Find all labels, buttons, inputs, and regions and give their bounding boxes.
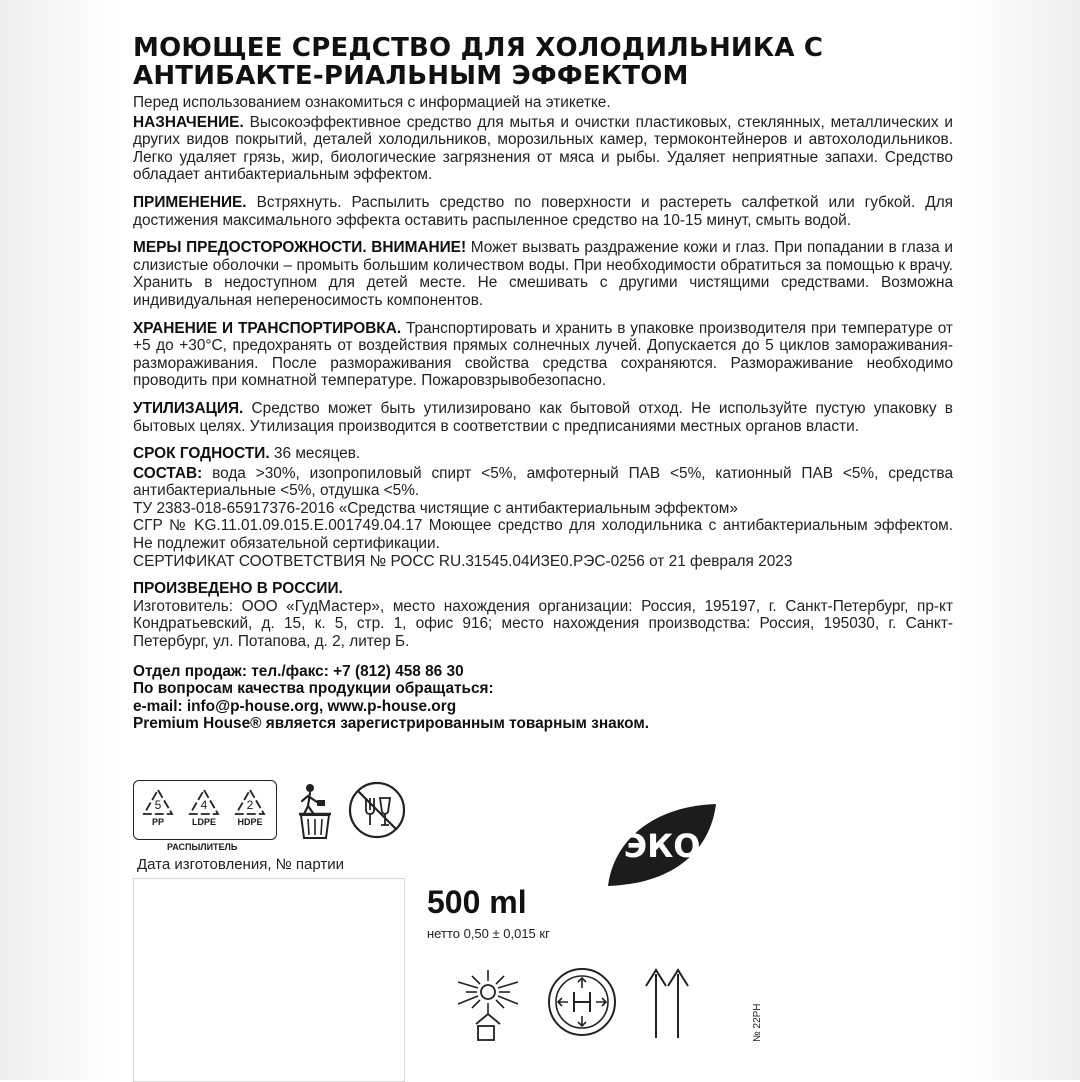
label-code: № 22РН xyxy=(752,1003,763,1042)
origin xyxy=(133,580,953,650)
sprayer-label: РАСПЫЛИТЕЛЬ xyxy=(167,842,238,852)
intro-text: Перед использованием ознакомиться с информацией на этикетке. xyxy=(133,94,611,111)
trash-bin-icon xyxy=(297,782,333,845)
recycling-codes-box xyxy=(133,780,277,840)
email-website: e-mail: info@p-house.org, www.p-house.org xyxy=(133,697,457,715)
section-text: Может вызвать раздражение кожи и глаз. При попадании в глаза и слизистые оболочки – промыть большим количеством воды. При необходимости обратиться за помощью к врачу. Хранить в недоступном для детей месте. Не смешивать с другими чистящими средствами. Возможна индивидуальная непереносимость компонентов. xyxy=(133,239,953,309)
recycle-triangle-icon xyxy=(141,787,175,817)
svg-text:5: 5 xyxy=(154,798,162,812)
recycle-code: HDPE xyxy=(237,817,263,827)
section-text: Высокоэффективное средство для мытья и очистки пластиковых, стеклянных, металлических и других видов покрытий, деталей холодильников, морозильных камер, термоконтейнеров и автохолодильников. Легко удаляет грязь, жир, биологические загрязнения от мяса и рыбы. Удаляет неприятные запахи. Средство обладает антибактериальным эффектом. xyxy=(133,113,953,184)
pressure-protection-icon xyxy=(546,966,618,1043)
svg-text:2: 2 xyxy=(246,798,254,812)
section-heading: ПРИМЕНЕНИЕ. xyxy=(133,193,247,211)
contacts-block xyxy=(133,663,953,733)
section-precautions xyxy=(133,239,953,309)
recycle-triangle-icon xyxy=(187,787,221,817)
section-text: Средство может быть утилизировано как бытовой отход. Не используйте пустую упаковку в бытовых целях. Утилизация производится в соответствии с предписаниями местных органов власти. xyxy=(133,399,953,435)
this-way-up-icon xyxy=(642,966,692,1045)
trademark-note: Premium House® является зарегистрированным товарным знаком. xyxy=(133,715,650,733)
section-heading: УТИЛИЗАЦИЯ. xyxy=(133,399,244,417)
composition-heading: СОСТАВ: xyxy=(133,464,203,482)
section-purpose xyxy=(133,114,953,184)
section-heading: НАЗНАЧЕНИЕ. xyxy=(133,113,244,131)
net-weight: нетто 0,50 ± 0,015 кг xyxy=(427,926,550,941)
section-disposal xyxy=(133,400,953,435)
section-usage xyxy=(133,194,953,229)
sales-phone: Отдел продаж: тел./факс: +7 (812) 458 86 30 xyxy=(133,662,464,680)
eco-badge xyxy=(604,798,720,899)
svg-text:4: 4 xyxy=(200,798,208,812)
origin-text: Изготовитель: ООО «ГудМастер», место нахождения организации: Россия, 195197, г. Санкт-Петербург, пр-кт Кондратьевский, д. 15, к. 5, стр. 1, офис 916; место нахождения производства: Россия, 195030, г. Санкт-Петербург, ул. Потапова, д. 2, литер Б. xyxy=(133,597,953,651)
shelf-life xyxy=(133,445,953,463)
product-title: МОЮЩЕЕ СРЕДСТВО ДЛЯ ХОЛОДИЛЬНИКА С АНТИБАКТЕ-РИАЛЬНЫМ ЭФФЕКТОМ xyxy=(133,33,824,91)
composition-text: вода >30%, изопропиловый спирт <5%, амфотерный ПАВ <5%, катионный ПАВ <5%, средства антибактериальные <5%, отдушка <5%. xyxy=(133,464,953,500)
shelf-life-text: 36 месяцев. xyxy=(273,445,361,463)
not-for-food-icon xyxy=(347,780,407,845)
recycle-code: LDPE xyxy=(191,817,216,827)
quality-contact: По вопросам качества продукции обращаться: xyxy=(133,680,494,698)
eco-label: ЭКО xyxy=(623,827,701,865)
recycle-pp xyxy=(138,787,178,827)
section-heading: МЕРЫ ПРЕДОСТОРОЖНОСТИ. ВНИМАНИЕ! xyxy=(133,239,467,257)
section-storage xyxy=(133,320,953,390)
recycle-ldpe xyxy=(184,787,224,827)
recycle-hdpe xyxy=(230,787,270,827)
shelf-life-heading: СРОК ГОДНОСТИ. xyxy=(133,445,270,463)
standard-sgr: СГР № KG.11.01.09.015.Е.001749.04.17 Моющее средство для холодильника с антибактериальным эффектом. Не подлежит обязательной сертификации. xyxy=(133,517,953,553)
section-heading: ХРАНЕНИЕ И ТРАНСПОРТИРОВКА. xyxy=(133,319,402,337)
recycle-code: PP xyxy=(151,817,164,827)
origin-heading: ПРОИЗВЕДЕНО В РОССИИ. xyxy=(133,580,343,598)
date-batch-box xyxy=(133,878,405,1082)
label-text-block xyxy=(133,34,953,733)
date-batch-label: Дата изготовления, № партии xyxy=(137,856,345,873)
standard-tu: ТУ 2383-018-65917376-2016 «Средства чистящие с антибактериальным эффектом» xyxy=(133,499,738,517)
composition xyxy=(133,465,953,500)
recycle-triangle-icon xyxy=(233,787,267,817)
certificate: СЕРТИФИКАТ СООТВЕТСТВИЯ № РОСС RU.31545.04ИЗЕ0.РЭС-0256 от 21 февраля 2023 xyxy=(133,552,793,570)
volume: 500 ml xyxy=(427,884,527,920)
section-text: Транспортировать и хранить в упаковке производителя при температуре от +5 до +30°С, предохранять от воздействия прямых солнечных лучей. Допускается до 5 циклов замораживания-размораживания. После размораживания свойства средства сохраняются. Размораживание необходимо проводить при комнатной температуре. Пожаровзрывобезопасно. xyxy=(133,319,953,390)
section-text: Встряхнуть. Распылить средство по поверхности и растереть салфеткой или губкой. Для достижения максимального эффекта оставить распыленное средство на 10-15 минут, смыть водой. xyxy=(133,193,954,229)
keep-from-sunlight-icon xyxy=(452,968,524,1053)
